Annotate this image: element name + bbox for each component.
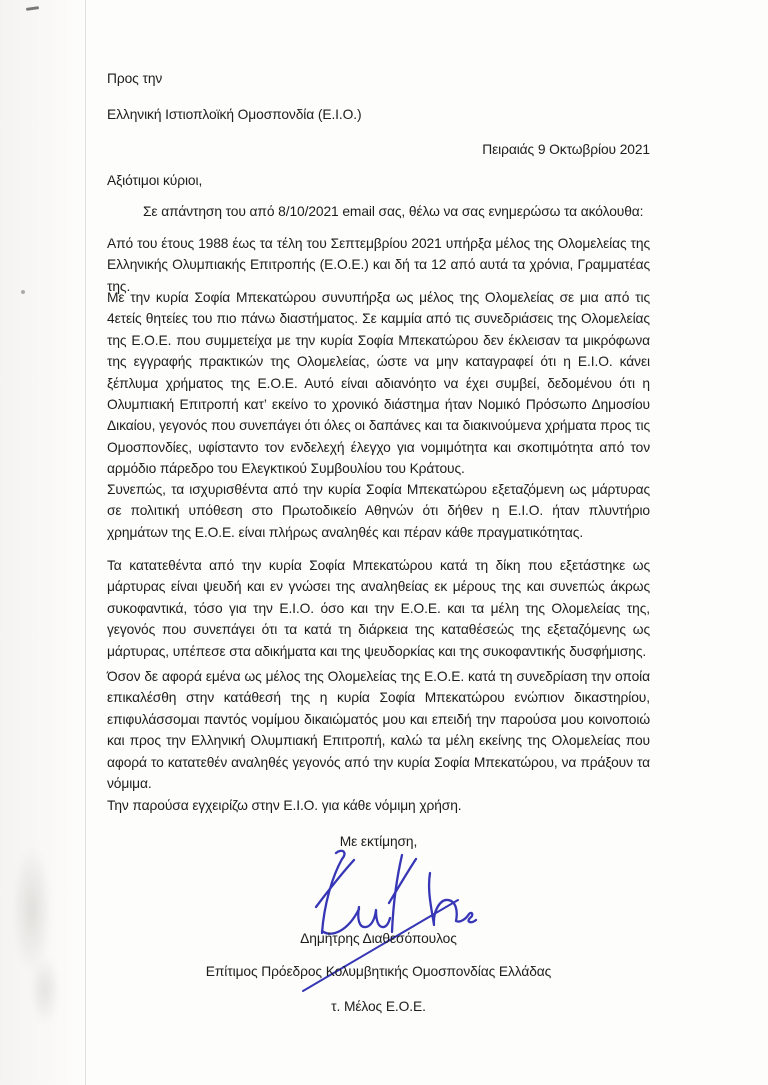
signer-name: Δημήτρης Διαθεσόπουλος [300,931,457,946]
letter-paragraph-2: Από του έτους 1988 έως τα τέλη του Σεπτεμβρίου 2021 υπήρξα μέλος της Ολομελείας της Ελληνικής Ολυμπιακής Επιτροπής (Ε.Ο.Ε.) και δή τα 12 από αυτά τα χρόνια, Γραμματέας της. [107,236,650,294]
closing-salutation: Με εκτίμηση, [339,834,418,849]
signer-role: τ. Μέλος Ε.Ο.Ε. [331,999,426,1014]
letter-paragraph-7: Την παρούσα εγχειρίζω στην Ε.Ι.Ο. για κάθε νόμιμη χρήση. [107,798,462,813]
recipient-line-2: Ελληνική Ιστιοπλοϊκή Ομοσπονδία (Ε.Ι.Ο.) [107,107,362,122]
letter-paragraph-3: Με την κυρία Σοφία Μπεκατώρου συνυπήρξα ως μέλος της Ολομελείας σε μια από τις 4ετείς θητείες του πιο πάνω διαστήματος. Σε καμμία από τις συνεδριάσεις της Ολομελείας της Ε.Ο.Ε. που συμμετείχα με την κυρία Σοφία Μπεκατώρου δεν έκλεισαν τα μικρόφωνα της εγγραφής πρακτικών της Ολομελείας, ώστε να μην καταγραφεί ότι η Ε.Ι.Ο. κάνει ξέπλυμα χρήματος της Ε.Ο.Ε. Αυτό είναι αδιανόητο να έχει συμβεί, δεδομένου ότι η Ολυμπιακή Επιτροπή κατ’ εκείνο το χρονικό διάστημα ήταν Νομικό Πρόσωπο Δημοσίου Δικαίου, γεγονός που συνεπάγει ότι όλες οι δαπάνες και τα διακινούμενα χρήματα προς τις Ομοσπονδίες, υφίσταντο τον ενδελεχή έλεγχο για νομιμότητα και σκοπιμότητα από τον αρμόδιο πάρεδρο του Ελεγκτικού Συμβουλίου του Κράτους. [107,290,650,477]
recipient-line-1: Προς την [107,71,163,86]
letter-paragraph-5: Τα κατατεθέντα από την κυρία Σοφία Μπεκατώρου κατά τη δίκη που εξετάστηκε ως μάρτυρας είναι ψευδή και εν γνώσει της αναληθείας εκ μέρους της και συνεπώς άκρως συκοφαντικά, τόσο για την Ε.Ι.Ο. όσο και την Ε.Ο.Ε. και τα μέλη της Ολομελείας της, γεγονός που συνεπάγει ότι τα κατά τη διάρκεια της καταθέσεώς της εξεταζόμενης ως μάρτυρας, υπέπεσε στα αδικήματα και της ψευδορκίας και της συκοφαντικής δυσφήμισης. [107,558,650,659]
scan-speck [21,290,25,294]
dateline: Πειραιάς 9 Οκτωβρίου 2021 [482,142,650,157]
salutation: Αξιότιμοι κύριοι, [107,173,203,188]
scan-crease-line [85,0,86,1085]
letter-paragraph-4: Συνεπώς, τα ισχυρισθέντα από την κυρία Σοφία Μπεκατώρου εξεταζόμενη ως μάρτυρας σε πολιτική υπόθεση στο Πρωτοδικείο Αθηνών ότι δήθεν η Ε.Ι.Ο. ήταν πλυντήριο χρημάτων της Ε.Ο.Ε. είναι πλήρως αναληθές και πέραν κάθε πραγματικότητας. [107,482,650,540]
letter-paragraph-1: Σε απάντηση του από 8/10/2021 email σας, θέλω να σας ενημερώσω τα ακόλουθα: [143,204,644,219]
letter-paragraph-6: Όσον δε αφορά εμένα ως μέλος της Ολομελείας της Ε.Ο.Ε. κατά τη συνεδρίαση την οποία επικαλέσθη στην κατάθεσή της η κυρία Σοφία Μπεκατώρου ενώπιον δικαστηρίου, επιφυλάσσομαι παντός νομίμου δικαιώματός μου και επειδή την παρούσα μου κοινοποιώ και προς την Ελληνική Ολυμπιακή Επιτροπή, καλώ τα μέλη εκείνης της Ολομελείας που αφορά το κατατεθέν αναληθές γεγονός από την κυρία Σοφία Μπεκατώρου, να πράξουν τα νόμιμα. [107,669,650,792]
scan-smudge [30,955,60,1025]
signer-title: Επίτιμος Πρόεδρος Κολυμβητικής Ομοσπονδίας Ελλάδας [205,964,552,979]
